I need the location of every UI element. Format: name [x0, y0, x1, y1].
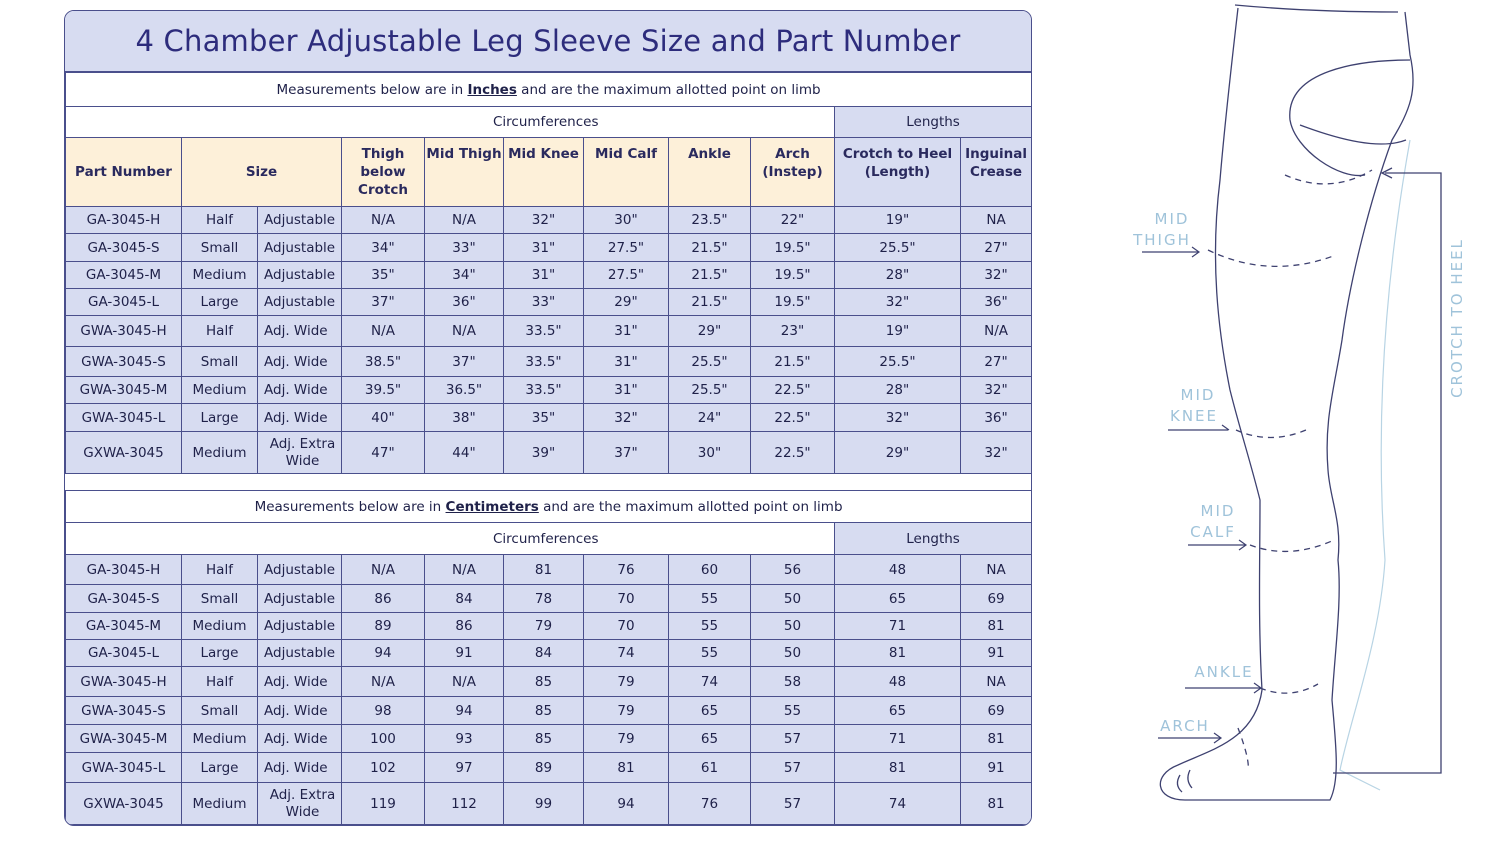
label-mid-calf-2: CALF — [1190, 523, 1236, 541]
table-cell: 91 — [425, 640, 504, 667]
table-cell: 79 — [584, 667, 669, 697]
table-cell: GWA-3045-M — [66, 725, 182, 753]
table-cell: 28" — [835, 262, 961, 289]
table-cell: 25.5" — [835, 347, 961, 377]
table-cell: NA — [961, 667, 1032, 697]
table-cell: GA-3045-H — [66, 555, 182, 585]
col-mid-calf: Mid Calf — [584, 138, 669, 207]
table-cell: Large — [182, 404, 258, 432]
table-cell: 28" — [835, 377, 961, 404]
table-cell: 33.5" — [504, 316, 584, 347]
table-cell: 94 — [584, 783, 669, 825]
table-cell: 21.5" — [669, 289, 751, 316]
column-header-row — [66, 138, 1032, 207]
table-cell: N/A — [425, 316, 504, 347]
table-cell: 33.5" — [504, 377, 584, 404]
table-row — [66, 377, 1032, 404]
col-crotch-to-heel: Crotch to Heel (Length) — [835, 138, 961, 207]
cm_note — [66, 491, 1032, 523]
col-size: Size — [182, 138, 342, 207]
table-cell: Adjustable — [258, 207, 342, 234]
table-cell: Adj. Wide — [258, 347, 342, 377]
table-cell: 22.5" — [751, 432, 835, 474]
table-cell: GXWA-3045 — [66, 783, 182, 825]
table-cell: 32" — [961, 432, 1032, 474]
crotch-to-heel-bracket — [1333, 168, 1441, 773]
table-cell: 70 — [584, 585, 669, 613]
table-cell: Medium — [182, 432, 258, 474]
table-cell: 102 — [342, 753, 425, 783]
table-cell: GWA-3045-L — [66, 753, 182, 783]
table-cell: 32" — [835, 404, 961, 432]
table-cell: 85 — [504, 667, 584, 697]
table-cell: 27" — [961, 347, 1032, 377]
table-row — [66, 432, 1032, 474]
table-cell: 81 — [584, 753, 669, 783]
table-row — [66, 585, 1032, 613]
label-crotch-to-heel: CROTCH TO HEEL — [1448, 238, 1466, 398]
table-cell: 32" — [961, 262, 1032, 289]
table-cell: Adj. Wide — [258, 377, 342, 404]
cm_note-row — [66, 491, 1032, 523]
table-cell: GA-3045-M — [66, 262, 182, 289]
table-cell: 19.5" — [751, 289, 835, 316]
table-cell: 50 — [751, 640, 835, 667]
table-cell: 47" — [342, 432, 425, 474]
group-circumferences: Circumferences — [258, 107, 835, 138]
table-cell: Adj. Wide — [258, 697, 342, 725]
table-cell: Large — [182, 753, 258, 783]
col-inguinal-crease: Inguinal Crease — [961, 138, 1032, 207]
table-row — [66, 347, 1032, 377]
table-cell: 56 — [751, 555, 835, 585]
group-header-row — [66, 107, 1032, 138]
table-cell: 71 — [835, 613, 961, 640]
table-cell: 78 — [504, 585, 584, 613]
table-cell: 81 — [961, 783, 1032, 825]
table-cell: 37" — [584, 432, 669, 474]
table-cell: 31" — [584, 316, 669, 347]
table-cell: 84 — [504, 640, 584, 667]
table-cell: 25.5" — [835, 234, 961, 262]
table-cell: 24" — [669, 404, 751, 432]
table-cell: 19" — [835, 207, 961, 234]
table-cell: Medium — [182, 725, 258, 753]
group-blank — [66, 523, 258, 555]
table-cell: 119 — [342, 783, 425, 825]
table-cell: Medium — [182, 262, 258, 289]
table-cell: 33.5" — [504, 347, 584, 377]
table-row — [66, 289, 1032, 316]
table-cell: 69 — [961, 697, 1032, 725]
table-cell: 37" — [342, 289, 425, 316]
table-cell: 55 — [669, 640, 751, 667]
table-cell: Adjustable — [258, 613, 342, 640]
table-cell: 91 — [961, 753, 1032, 783]
table-cell: 31" — [584, 377, 669, 404]
table-cell: 93 — [425, 725, 504, 753]
table-cell: Adjustable — [258, 289, 342, 316]
table-cell: N/A — [425, 207, 504, 234]
table-cell: NA — [961, 555, 1032, 585]
table-cell: 58 — [751, 667, 835, 697]
label-ankle: ANKLE — [1194, 663, 1254, 681]
table-cell: 100 — [342, 725, 425, 753]
table-cell: 98 — [342, 697, 425, 725]
table-cell: Small — [182, 347, 258, 377]
table-cell: 27.5" — [584, 234, 669, 262]
table-cell: 91 — [961, 640, 1032, 667]
table-cell: 36" — [961, 404, 1032, 432]
cm_note-unit: Centimeters — [445, 498, 539, 515]
table-row — [66, 640, 1032, 667]
table-cell: Small — [182, 234, 258, 262]
table-cell: 44" — [425, 432, 504, 474]
col-arch: Arch (Instep) — [751, 138, 835, 207]
table-cell: 36" — [425, 289, 504, 316]
table-cell: 21.5" — [669, 262, 751, 289]
group-lengths: Lengths — [835, 523, 1032, 555]
group-lengths: Lengths — [835, 107, 1032, 138]
table-cell: 31" — [504, 234, 584, 262]
table-cell: 79 — [584, 697, 669, 725]
inches_note — [66, 73, 1032, 107]
label-mid-thigh-2: THIGH — [1133, 231, 1191, 249]
table-cell: 81 — [961, 613, 1032, 640]
cm_note-before: Measurements below are in — [254, 498, 446, 515]
table-cell: 69 — [961, 585, 1032, 613]
table-row — [66, 725, 1032, 753]
table-cell: GWA-3045-S — [66, 347, 182, 377]
table-cell: Adj. Wide — [258, 404, 342, 432]
label-mid-knee-2: KNEE — [1169, 407, 1219, 425]
table-cell: Medium — [182, 783, 258, 825]
table-cell: 19.5" — [751, 234, 835, 262]
gap-cell — [66, 474, 1032, 491]
table-row — [66, 555, 1032, 585]
table-row — [66, 262, 1032, 289]
table-cell: 60 — [669, 555, 751, 585]
col-mid-knee: Mid Knee — [504, 138, 584, 207]
table-cell: 32" — [504, 207, 584, 234]
table-cell: 30" — [584, 207, 669, 234]
table-cell: 55 — [669, 585, 751, 613]
table-cell: 27" — [961, 234, 1032, 262]
table-cell: 23.5" — [669, 207, 751, 234]
table-row — [66, 404, 1032, 432]
table-cell: 50 — [751, 585, 835, 613]
table-cell: 81 — [835, 753, 961, 783]
table-cell: 79 — [584, 725, 669, 753]
table-cell: Adj. Wide — [258, 316, 342, 347]
table-cell: 23" — [751, 316, 835, 347]
table-cell: 76 — [584, 555, 669, 585]
table-cell: GA-3045-L — [66, 640, 182, 667]
table-cell: Half — [182, 667, 258, 697]
col-mid-thigh: Mid Thigh — [425, 138, 504, 207]
table-cell: 94 — [342, 640, 425, 667]
table-cell: 36" — [961, 289, 1032, 316]
table-cell: GA-3045-S — [66, 234, 182, 262]
table-row — [66, 753, 1032, 783]
table-cell: Adjustable — [258, 585, 342, 613]
label-mid-knee-1: MID — [1180, 386, 1216, 404]
table-cell: 65 — [835, 697, 961, 725]
table-row — [66, 234, 1032, 262]
table-cell: 86 — [342, 585, 425, 613]
table-cell: 37" — [425, 347, 504, 377]
table-cell: 57 — [751, 725, 835, 753]
label-mid-thigh-1: MID — [1154, 210, 1190, 228]
table-cell: 81 — [961, 725, 1032, 753]
table-cell: 19.5" — [751, 262, 835, 289]
table-cell: N/A — [342, 667, 425, 697]
inches_note-row — [66, 73, 1032, 107]
table-cell: 34" — [342, 234, 425, 262]
label-mid-calf-1: MID — [1200, 502, 1236, 520]
table-cell: 79 — [504, 613, 584, 640]
table-cell: 55 — [751, 697, 835, 725]
table-cell: 34" — [425, 262, 504, 289]
label-arch: ARCH — [1160, 717, 1210, 735]
table-cell: 65 — [669, 697, 751, 725]
table-cell: 30" — [669, 432, 751, 474]
table-cell: 76 — [669, 783, 751, 825]
table-cell: GWA-3045-L — [66, 404, 182, 432]
size-table — [65, 72, 1032, 825]
leg-diagram — [1110, 0, 1505, 848]
table-cell: 61 — [669, 753, 751, 783]
table-cell: Large — [182, 289, 258, 316]
table-cell: 48 — [835, 667, 961, 697]
col-ankle: Ankle — [669, 138, 751, 207]
title-bar — [65, 11, 1031, 72]
table-cell: Adj. Extra Wide — [258, 432, 342, 474]
table-cell: GA-3045-S — [66, 585, 182, 613]
table-cell: 55 — [669, 613, 751, 640]
table-cell: NA — [961, 207, 1032, 234]
table-cell: 81 — [504, 555, 584, 585]
ghost-leg — [1340, 140, 1410, 790]
size-table-body — [66, 73, 1032, 825]
table-cell: 50 — [751, 613, 835, 640]
table-cell: 112 — [425, 783, 504, 825]
table-cell: 74 — [835, 783, 961, 825]
table-cell: 38.5" — [342, 347, 425, 377]
table-cell: 89 — [504, 753, 584, 783]
table-cell: GWA-3045-S — [66, 697, 182, 725]
table-cell: Adj. Wide — [258, 725, 342, 753]
table-cell: 22" — [751, 207, 835, 234]
table-cell: 89 — [342, 613, 425, 640]
table-cell: 57 — [751, 753, 835, 783]
table-cell: Small — [182, 697, 258, 725]
table-row — [66, 613, 1032, 640]
table-cell: Medium — [182, 613, 258, 640]
table-cell: Adj. Extra Wide — [258, 783, 342, 825]
table-cell: 29" — [669, 316, 751, 347]
table-cell: 33" — [425, 234, 504, 262]
table-cell: N/A — [425, 667, 504, 697]
inches_note-after: and are the maximum allotted point on limb — [516, 81, 821, 98]
table-cell: 86 — [425, 613, 504, 640]
table-cell: 32" — [835, 289, 961, 316]
table-cell: 39.5" — [342, 377, 425, 404]
col-part-number: Part Number — [66, 138, 182, 207]
table-cell: GA-3045-M — [66, 613, 182, 640]
table-cell: 21.5" — [669, 234, 751, 262]
table-cell: 99 — [504, 783, 584, 825]
table-cell: Medium — [182, 377, 258, 404]
table-cell: Half — [182, 316, 258, 347]
table-cell: N/A — [961, 316, 1032, 347]
table-cell: N/A — [342, 316, 425, 347]
table-cell: N/A — [342, 207, 425, 234]
table-cell: 32" — [584, 404, 669, 432]
group-circumferences: Circumferences — [258, 523, 835, 555]
table-cell: 33" — [504, 289, 584, 316]
table-cell: Adjustable — [258, 555, 342, 585]
table-cell: 35" — [342, 262, 425, 289]
table-cell: 29" — [835, 432, 961, 474]
table-cell: 22.5" — [751, 404, 835, 432]
table-cell: 21.5" — [751, 347, 835, 377]
table-cell: Adjustable — [258, 262, 342, 289]
table-cell: 74 — [669, 667, 751, 697]
table-cell: 25.5" — [669, 347, 751, 377]
table-cell: 25.5" — [669, 377, 751, 404]
table-cell: Adj. Wide — [258, 667, 342, 697]
table-cell: 22.5" — [751, 377, 835, 404]
table-cell: 70 — [584, 613, 669, 640]
table-cell: 19" — [835, 316, 961, 347]
table-cell: 27.5" — [584, 262, 669, 289]
table-cell: 32" — [961, 377, 1032, 404]
table-cell: Half — [182, 555, 258, 585]
table-cell: 38" — [425, 404, 504, 432]
table-gap — [66, 474, 1032, 491]
table-cell: 29" — [584, 289, 669, 316]
inches_note-before: Measurements below are in — [276, 81, 468, 98]
group-header-row — [66, 523, 1032, 555]
table-cell: 94 — [425, 697, 504, 725]
table-cell: Adj. Wide — [258, 753, 342, 783]
table-cell: GWA-3045-H — [66, 316, 182, 347]
table-cell: 39" — [504, 432, 584, 474]
table-row — [66, 783, 1032, 825]
table-cell: 74 — [584, 640, 669, 667]
size-chart-card — [64, 10, 1032, 826]
table-cell: 36.5" — [425, 377, 504, 404]
table-row — [66, 207, 1032, 234]
table-cell: 85 — [504, 697, 584, 725]
diagram-labels — [1132, 210, 1466, 735]
table-cell: 81 — [835, 640, 961, 667]
group-blank — [66, 107, 258, 138]
table-cell: 85 — [504, 725, 584, 753]
table-cell: 31" — [504, 262, 584, 289]
table-cell: Adjustable — [258, 234, 342, 262]
inches_note-unit: Inches — [467, 81, 517, 98]
table-row — [66, 667, 1032, 697]
col-thigh-below-crotch: Thigh below Crotch — [342, 138, 425, 207]
table-cell: 65 — [835, 585, 961, 613]
table-cell: GA-3045-H — [66, 207, 182, 234]
table-cell: GWA-3045-M — [66, 377, 182, 404]
table-cell: 31" — [584, 347, 669, 377]
table-cell: N/A — [342, 555, 425, 585]
table-cell: GWA-3045-H — [66, 667, 182, 697]
table-cell: 65 — [669, 725, 751, 753]
table-cell: 35" — [504, 404, 584, 432]
cm_note-after: and are the maximum allotted point on limb — [538, 498, 843, 515]
table-cell: N/A — [425, 555, 504, 585]
table-cell: 97 — [425, 753, 504, 783]
table-cell: Adjustable — [258, 640, 342, 667]
table-cell: GA-3045-L — [66, 289, 182, 316]
page-title: 4 Chamber Adjustable Leg Sleeve Size and Part Number — [135, 24, 961, 58]
table-cell: Small — [182, 585, 258, 613]
table-cell: GXWA-3045 — [66, 432, 182, 474]
table-row — [66, 316, 1032, 347]
table-cell: 71 — [835, 725, 961, 753]
table-cell: 48 — [835, 555, 961, 585]
table-cell: 57 — [751, 783, 835, 825]
table-cell: 40" — [342, 404, 425, 432]
table-cell: Half — [182, 207, 258, 234]
table-cell: Large — [182, 640, 258, 667]
table-row — [66, 697, 1032, 725]
table-cell: 84 — [425, 585, 504, 613]
